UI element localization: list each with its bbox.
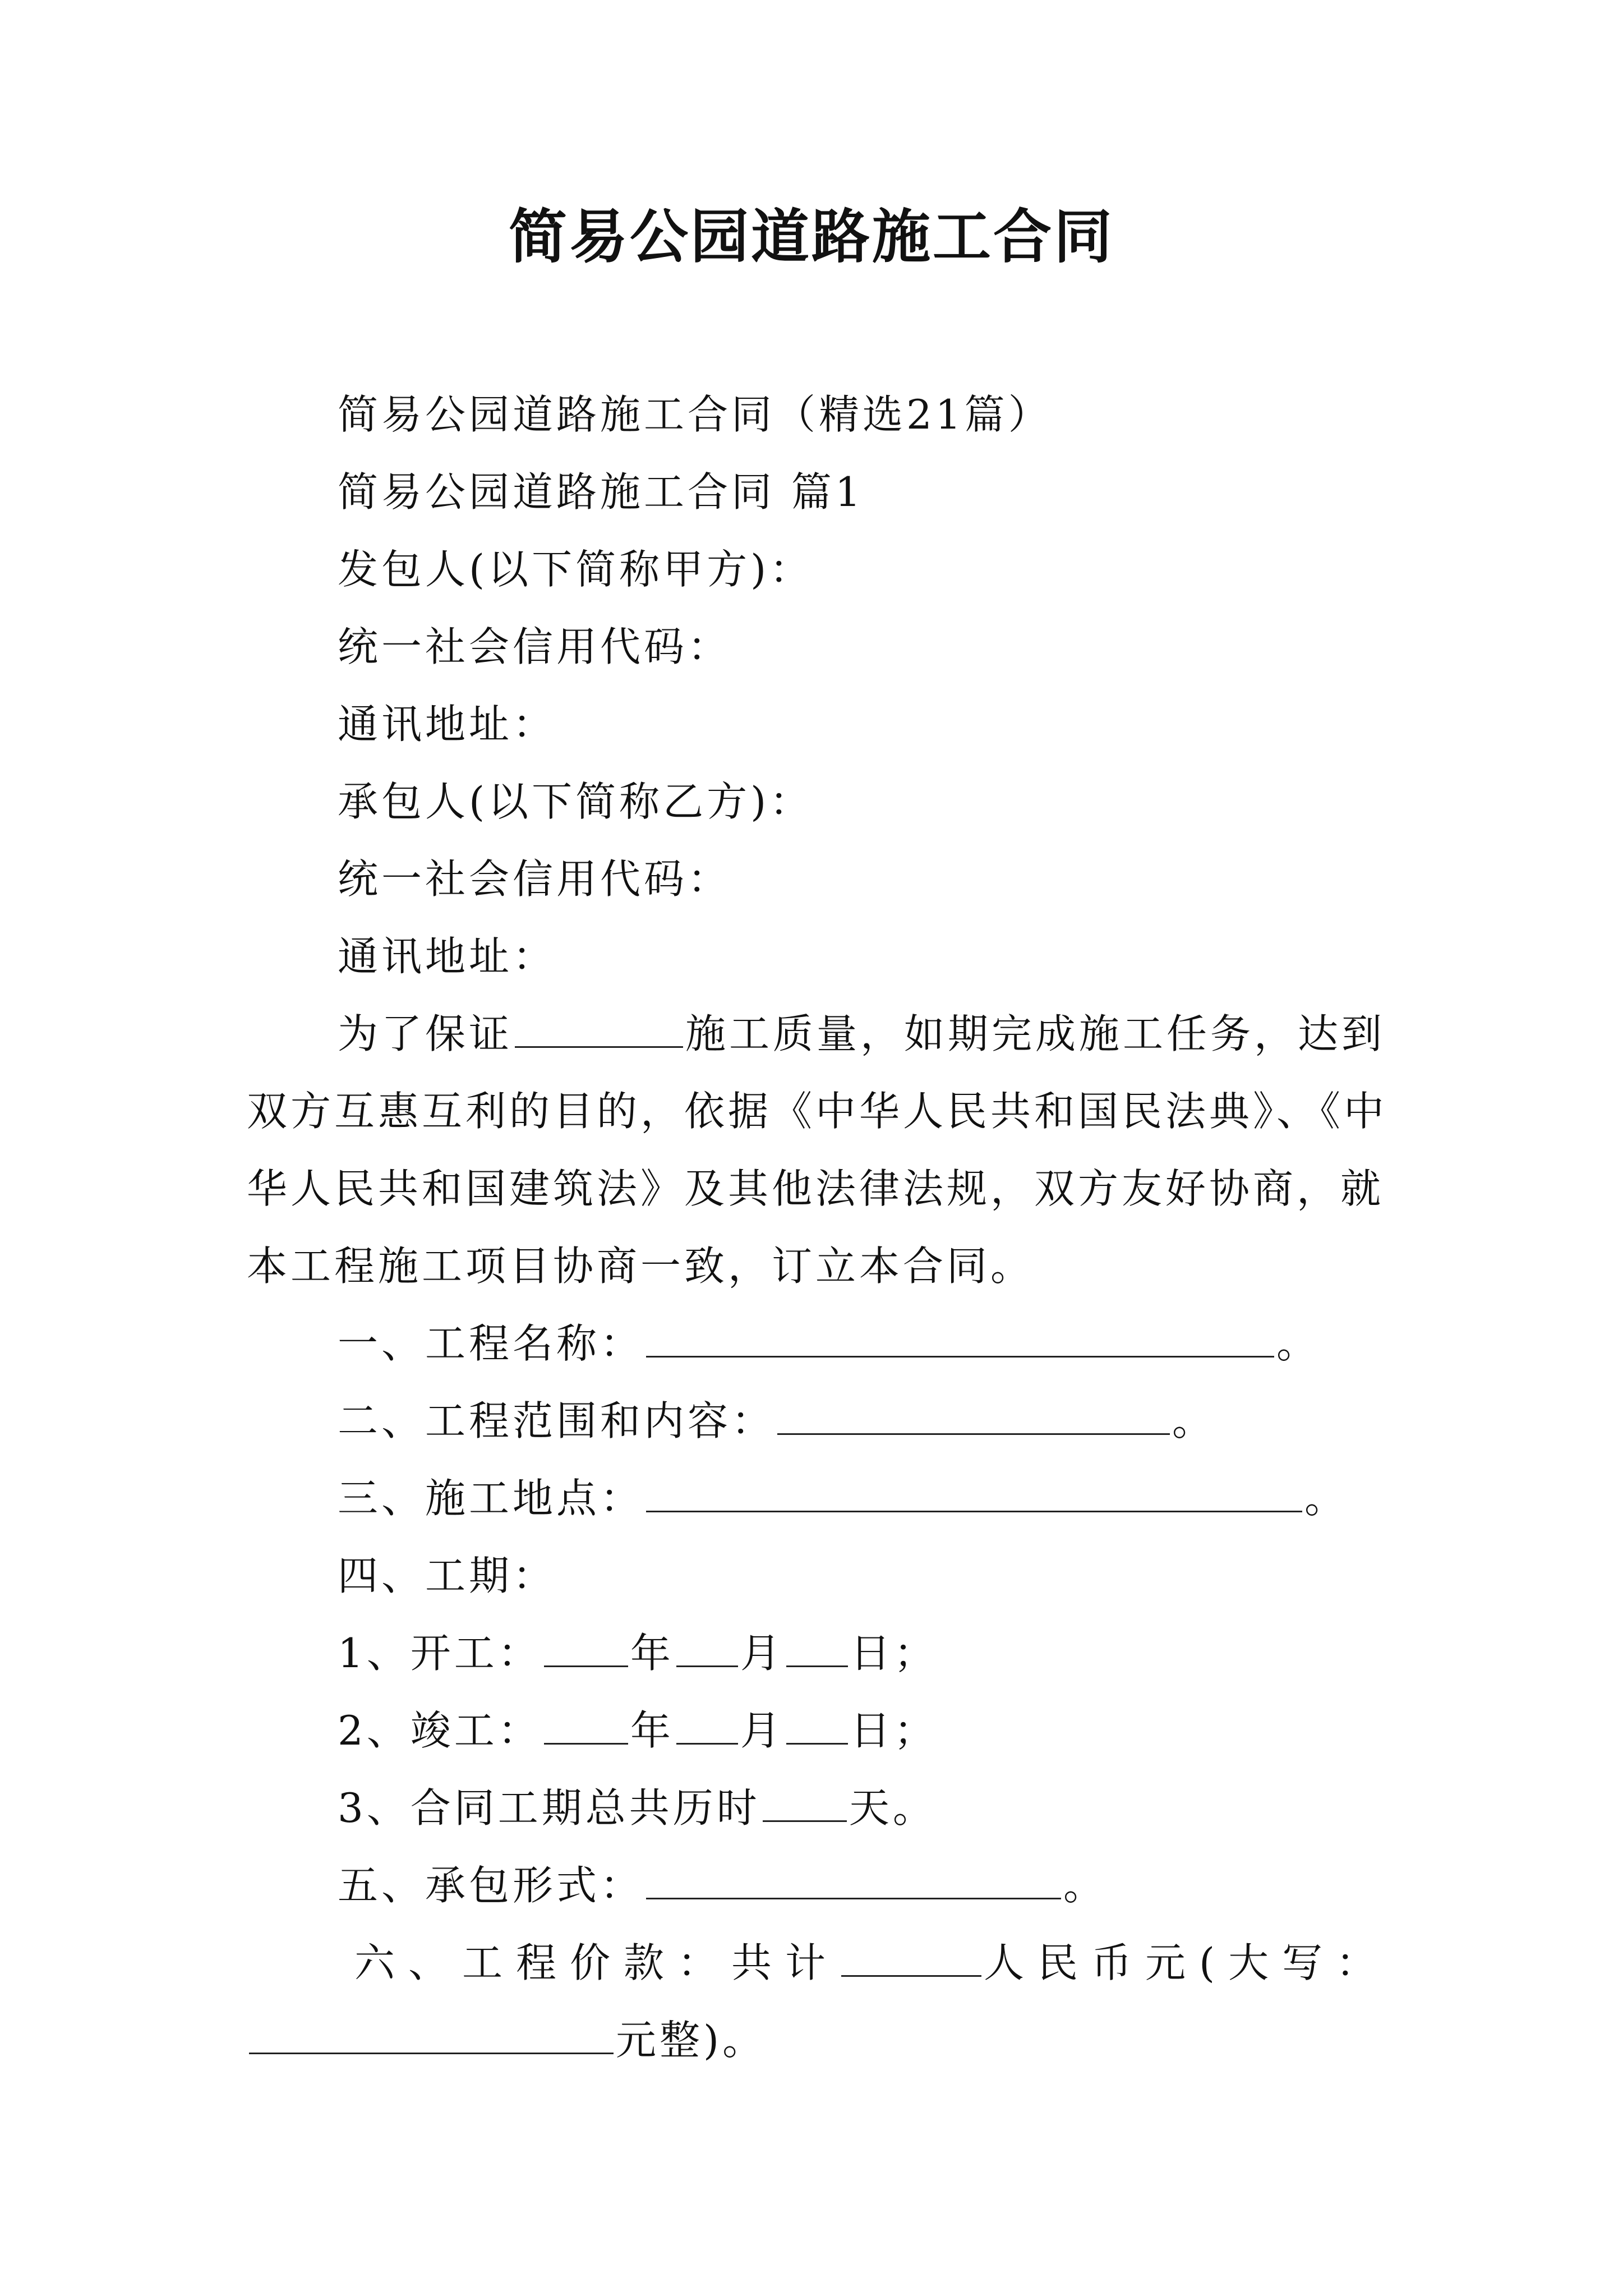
party-a-credit-code-label: 统一社会信用代码：	[338, 623, 732, 670]
party-b-credit-code-label: 统一社会信用代码：	[338, 855, 732, 903]
intro-line-1-suffix: 施工质量，如期完成施工任务，达到	[685, 1010, 1386, 1057]
party-a-address-label: 通讯地址：	[338, 701, 557, 748]
price-end-label: 元整)。	[616, 2017, 767, 2064]
clause-project-name	[338, 1315, 1320, 1372]
year-label: 年	[630, 1630, 674, 1677]
intro-line-2: 双方互惠互利的目的，依据《中华人民共和国民法典》、《中	[247, 1088, 1388, 1135]
start-year-blank	[544, 1626, 628, 1667]
month-label: 月	[740, 1630, 784, 1677]
party-a-label: 发包人(以下简称甲方)：	[338, 546, 814, 593]
clause-period: 。	[1304, 1475, 1349, 1522]
clause-price-continued	[247, 2012, 766, 2068]
start-date-label: 1、开工：	[338, 1630, 542, 1677]
clause-period: 。	[1063, 1862, 1108, 1909]
section-heading: 简易公园道路施工合同 篇1	[338, 468, 864, 516]
price-amount-blank	[841, 1936, 981, 1977]
day-label: 日；	[850, 1707, 938, 1754]
location-blank	[646, 1471, 1302, 1512]
contract-form-label: 五、承包形式：	[338, 1862, 644, 1909]
start-day-blank	[786, 1626, 848, 1667]
clause-scope-label: 二、工程范围和内容：	[338, 1397, 776, 1444]
completion-year-blank	[544, 1704, 628, 1745]
clause-period: 。	[1172, 1397, 1216, 1444]
price-label: 六、工程价款：共计	[354, 1939, 840, 1986]
scope-blank	[777, 1394, 1170, 1435]
contract-form-blank	[646, 1858, 1061, 1899]
document-title: 简易公园道路施工合同	[508, 202, 1114, 271]
clause-period: 。	[1276, 1320, 1321, 1367]
clause-start-date	[338, 1625, 938, 1681]
completion-day-blank	[786, 1704, 848, 1745]
intro-line-1	[247, 995, 1386, 1073]
party-b-label: 承包人(以下简称乙方)：	[338, 778, 814, 825]
project-blank	[515, 1007, 683, 1048]
clause-location	[338, 1470, 1348, 1526]
intro-line-4: 本工程施工项目协商一致，订立本合同。	[247, 1243, 1035, 1290]
clause-location-label: 三、施工地点：	[338, 1475, 644, 1522]
intro-paragraph	[247, 995, 1388, 1305]
month-label: 月	[740, 1707, 784, 1754]
clause-contract-form	[338, 1857, 1107, 1913]
total-days-blank	[763, 1781, 847, 1822]
clause-completion-date	[338, 1703, 938, 1759]
clause-total-days	[338, 1780, 937, 1836]
price-currency-label: 人民币元(大写：	[984, 1939, 1390, 1986]
clause-duration: 四、工期：	[338, 1552, 557, 1599]
total-days-unit: 天。	[849, 1784, 937, 1832]
clause-scope	[338, 1393, 1216, 1449]
completion-date-label: 2、竣工：	[338, 1707, 542, 1754]
year-label: 年	[630, 1707, 674, 1754]
day-label: 日；	[850, 1630, 938, 1677]
price-uppercase-blank	[249, 2013, 614, 2054]
total-days-label: 3、合同工期总共历时	[338, 1784, 760, 1832]
intro-line-1-prefix: 为了保证	[338, 1010, 513, 1057]
project-name-blank	[646, 1317, 1274, 1358]
clause-project-name-label: 一、工程名称：	[338, 1320, 644, 1367]
completion-month-blank	[676, 1704, 738, 1745]
party-b-address-label: 通讯地址：	[338, 933, 557, 980]
clause-price	[354, 1935, 1390, 1991]
document-subtitle: 简易公园道路施工合同（精选21篇）	[338, 391, 1052, 438]
intro-line-3: 华人民共和国建筑法》及其他法律法规，双方友好协商，就	[247, 1165, 1385, 1212]
start-month-blank	[676, 1626, 738, 1667]
